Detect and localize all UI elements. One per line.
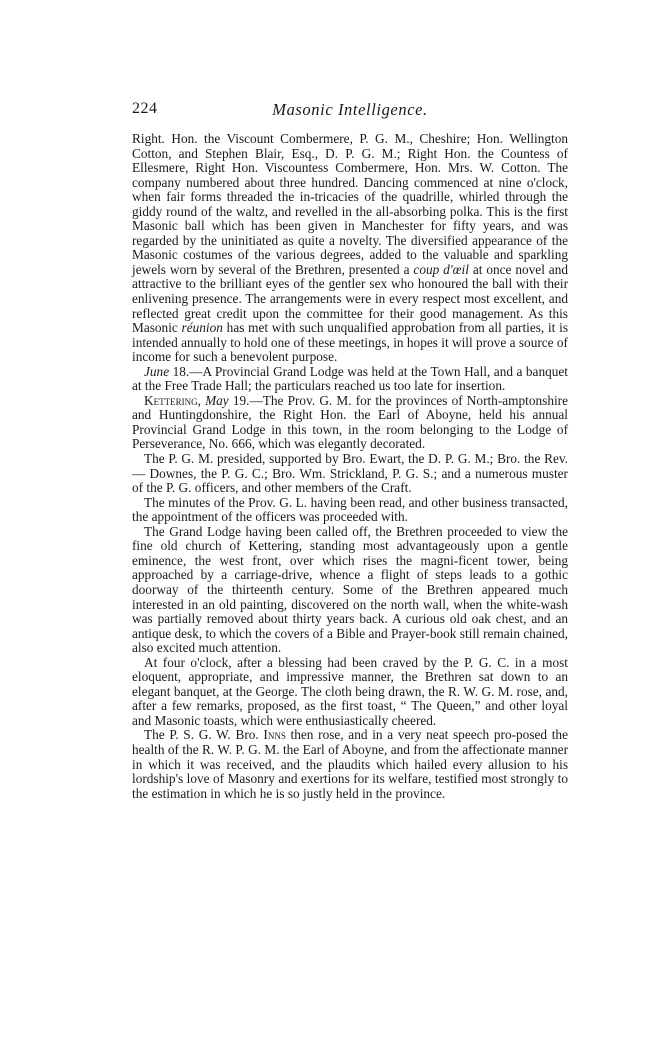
text-run: The P. S. G. W. Bro. bbox=[144, 727, 264, 743]
paragraph bbox=[132, 132, 568, 365]
text-run: 18.—A Provincial Grand Lodge was held at the Town Hall, and a banquet at the Free Trade Hall; the particulars reached us too late for insertion. bbox=[132, 363, 568, 394]
paragraph bbox=[132, 365, 568, 394]
page-number: 224 bbox=[132, 100, 158, 117]
text-run: The minutes of the Prov. G. L. having been read, and other business transacted, the appointment of the officers was proceeded with. bbox=[132, 494, 568, 525]
book-page bbox=[132, 100, 568, 801]
paragraph bbox=[132, 728, 568, 801]
paragraph bbox=[132, 656, 568, 729]
text-run: At four o'clock, after a blessing had been craved by the P. G. C. in a most eloquent, appropriate, and impressive manner, the Brethren sat down to an elegant banquet, at the George. The cloth being drawn, the R. W. G. M. rose, and, after a few remarks, proposed, as the first toast, “ The Queen,” and other loyal and Masonic toasts, which were enthusiastically cheered. bbox=[132, 654, 568, 728]
italic-text: June bbox=[144, 363, 170, 379]
paragraph bbox=[132, 496, 568, 525]
running-title: Masonic Intelligence. bbox=[272, 100, 428, 119]
running-head bbox=[132, 100, 568, 124]
paragraph bbox=[132, 452, 568, 496]
text-run: Right. Hon. the Viscount Combermere, P. G. M., Cheshire; Hon. Wellington Cotton, and Stephen Blair, Esq., D. P. G. M.; Right Hon. the Countess of Ellesmere, Right Hon. Viscountess Combermere, Hon. Mrs. W. Cotton. The company numbered about three hundred. Dancing commenced at nine o'clock, when fair forms threaded the in-tricacies of the quadrille, whirled through the giddy round of the waltz, and revelled in the all-absorbing polka. This is the first Masonic ball which has been given in Manchester for fifty years, and was regarded by the uninitiated as quite a novelty. The diversified appearance of the Masonic costumes of the various degrees, added to the valuable and sparkling jewels worn by several of the Brethren, presented a bbox=[132, 131, 568, 277]
paragraph bbox=[132, 394, 568, 452]
text-run: The Grand Lodge having been called off, the Brethren proceeded to view the fine old church of Kettering, standing most advantageously upon a gentle eminence, the west front, over which rises the magni-ficent tower, being approached by a carriage-drive, whence a flight of steps leads to a gothic doorway of the thirteenth century. Some of the Brethren appeared much interested in an old painting, discovered on the north wall, when the white-wash was partially removed about thirty years back. A curious old oak chest, and an antique desk, to which the covers of a Bible and Prayer-book still remain chained, also excited much attention. bbox=[132, 523, 568, 656]
article-body bbox=[132, 132, 568, 801]
italic-text: May bbox=[205, 392, 229, 408]
italic-text: coup d'œil bbox=[413, 261, 469, 277]
small-caps-text: Inns bbox=[263, 727, 286, 743]
text-run: then rose, and in a very neat speech pro-posed the health of the R. W. P. G. M. the Earl of Aboyne, and from the affectionate manner in which it was received, and the plaudits which hailed every allusion to his lordship's love of Masonry and exertions for its welfare, testified most strongly to the estimation in which he is so justly held in the province. bbox=[132, 727, 568, 801]
text-run: The P. G. M. presided, supported by Bro. Ewart, the D. P. G. M.; Bro. the Rev. — Downes, the P. G. C.; Bro. Wm. Strickland, P. G. S.; and a numerous muster of the P. G. officers, and other members of the Craft. bbox=[132, 451, 568, 496]
paragraph bbox=[132, 525, 568, 656]
text-run: 19.—The Prov. G. M. for the provinces of North-amptonshire and Huntingdonshire, the Right Hon. the Earl of Aboyne, held his annual Provincial Grand Lodge in this town, in the room belonging to the Lodge of Perseverance, No. 666, which was elegantly decorated. bbox=[132, 392, 568, 452]
small-caps-text: Kettering, bbox=[144, 392, 201, 408]
text-run: has met with such unqualified approbation from all parties, it is intended annually to hold one of these meetings, in hopes it will prove a source of income for such a benevolent purpose. bbox=[132, 320, 568, 365]
text-run: at once novel and attractive to the brilliant eyes of the gentler sex who honoured the ball with their enlivening presence. The arrangements were in every respect most excellent, and reflected great credit upon the committee for their good management. As this Masonic bbox=[132, 261, 569, 336]
italic-text: réunion bbox=[181, 320, 223, 336]
